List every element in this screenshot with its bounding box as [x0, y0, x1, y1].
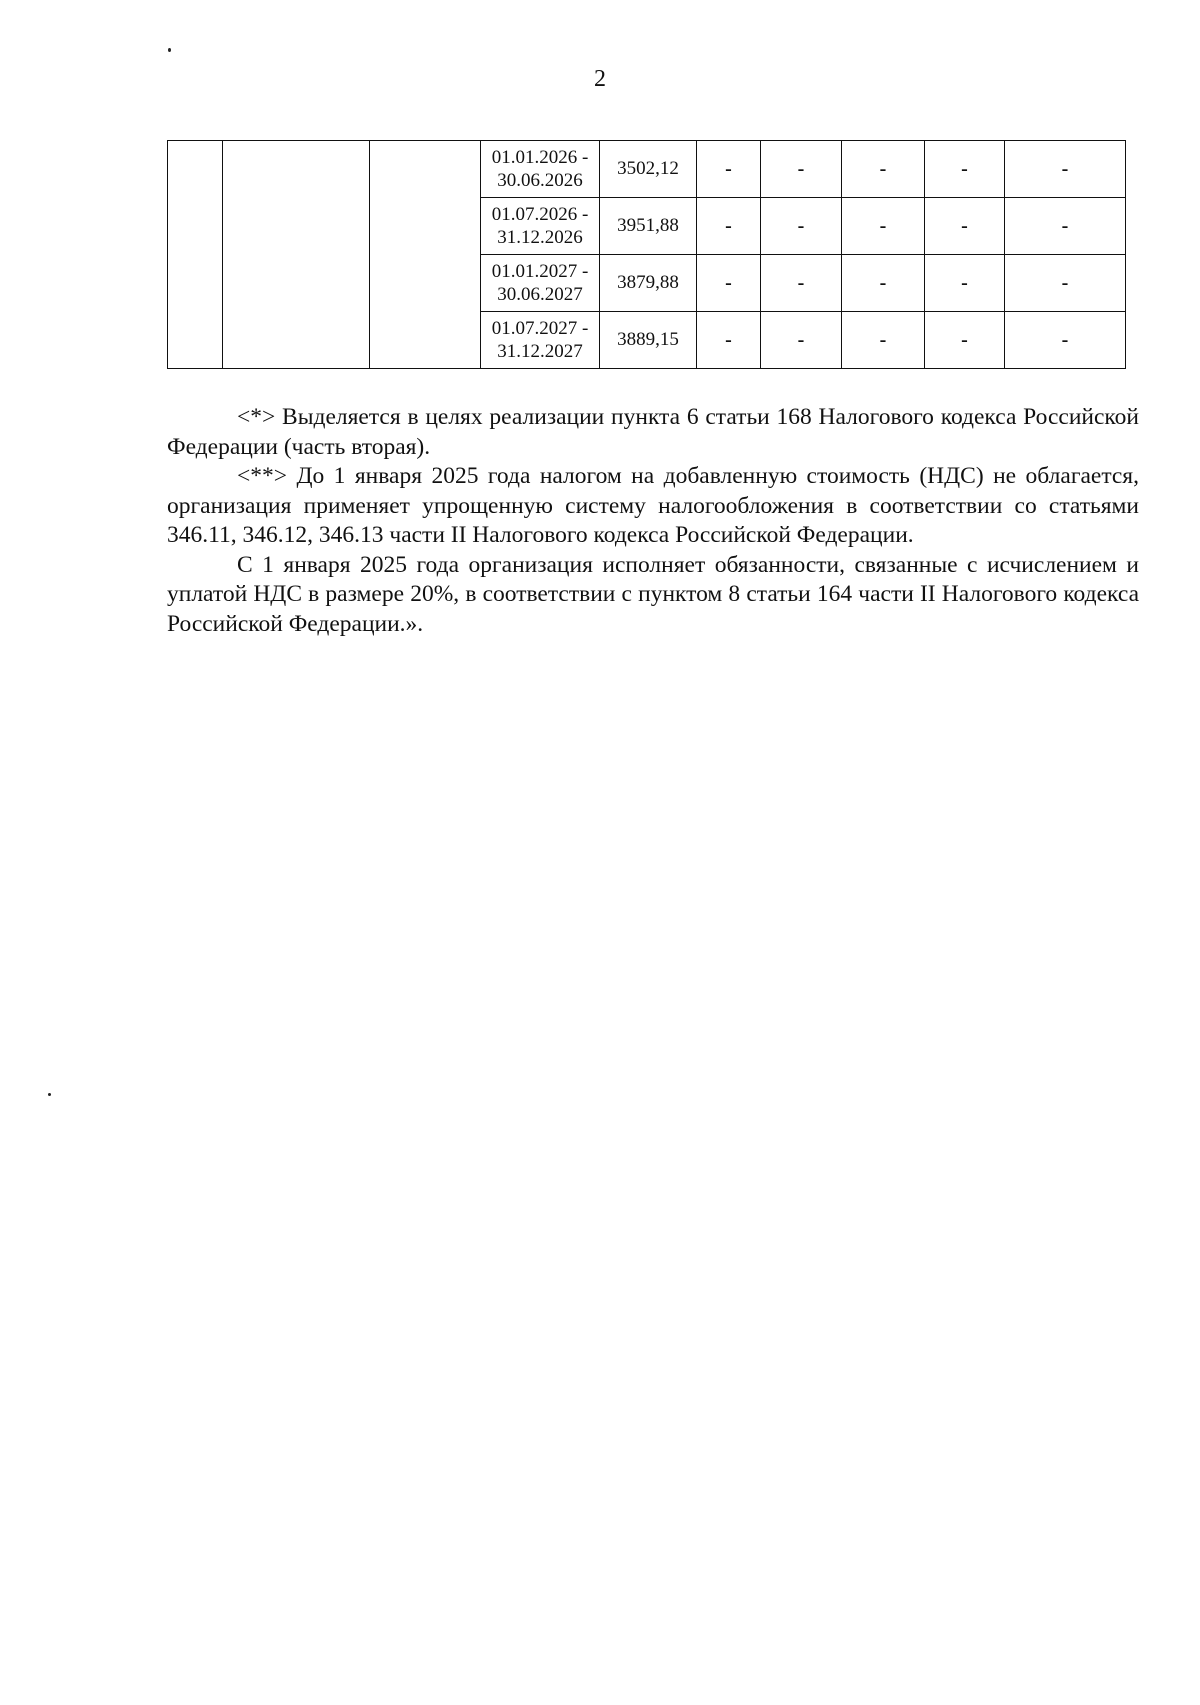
table-empty-cell — [168, 141, 223, 369]
dash-cell: - — [761, 141, 842, 198]
dash-cell: - — [925, 312, 1005, 369]
footnotes — [167, 403, 1139, 639]
table-row — [168, 141, 1126, 198]
dash-cell: - — [761, 255, 842, 312]
footnote-vat-paragraph: С 1 января 2025 года организация исполняет обязанности, связанные с исчислением и уплатой НДС в размере 20%, в соответствии с пунктом 8 статьи 164 части II Налогового кодекса Российской Федерации.». — [167, 551, 1139, 637]
value-cell: 3889,15 — [600, 312, 697, 369]
dash-cell: - — [842, 312, 925, 369]
dash-cell: - — [925, 141, 1005, 198]
dash-cell: - — [925, 198, 1005, 255]
footnote-double-asterisk: <**> До 1 января 2025 года налогом на добавленную стоимость (НДС) не облагается, организация применяет упрощенную систему налогообложения в соответствии со статьями 346.11, 346.12, 346.13 части II Налогового кодекса Российской Федерации. — [167, 463, 1139, 548]
footnote-single-asterisk: <*> Выделяется в целях реализации пункта 6 статьи 168 Налогового кодекса Российской Федерации (часть вторая). — [167, 404, 1139, 460]
rates-table — [167, 140, 1126, 369]
dash-cell: - — [842, 255, 925, 312]
scan-speck — [48, 1093, 51, 1096]
period-start: 01.07.2027 - — [491, 318, 589, 339]
period-end: 31.12.2027 — [497, 341, 583, 362]
dash-cell: - — [697, 312, 761, 369]
value-cell: 3502,12 — [600, 141, 697, 198]
dash-cell: - — [1005, 312, 1126, 369]
value-cell: 3879,88 — [600, 255, 697, 312]
dash-cell: - — [842, 141, 925, 198]
period-cell — [481, 198, 600, 255]
period-cell — [481, 255, 600, 312]
period-cell — [481, 312, 600, 369]
period-end: 30.06.2026 — [497, 170, 583, 191]
dash-cell: - — [1005, 255, 1126, 312]
dash-cell: - — [761, 312, 842, 369]
dash-cell: - — [761, 198, 842, 255]
dash-cell: - — [697, 255, 761, 312]
dash-cell: - — [925, 255, 1005, 312]
dash-cell: - — [842, 198, 925, 255]
period-start: 01.01.2026 - — [491, 147, 589, 168]
dash-cell: - — [697, 141, 761, 198]
dash-cell: - — [1005, 141, 1126, 198]
table-empty-cell — [370, 141, 481, 369]
period-start: 01.07.2026 - — [491, 204, 589, 225]
table-empty-cell — [223, 141, 370, 369]
period-end: 31.12.2026 — [497, 227, 583, 248]
dash-cell: - — [697, 198, 761, 255]
period-start: 01.01.2027 - — [491, 261, 589, 282]
dash-cell: - — [1005, 198, 1126, 255]
period-cell — [481, 141, 600, 198]
value-cell: 3951,88 — [600, 198, 697, 255]
scan-speck — [168, 48, 171, 52]
page-number: 2 — [594, 66, 606, 92]
period-end: 30.06.2027 — [497, 284, 583, 305]
